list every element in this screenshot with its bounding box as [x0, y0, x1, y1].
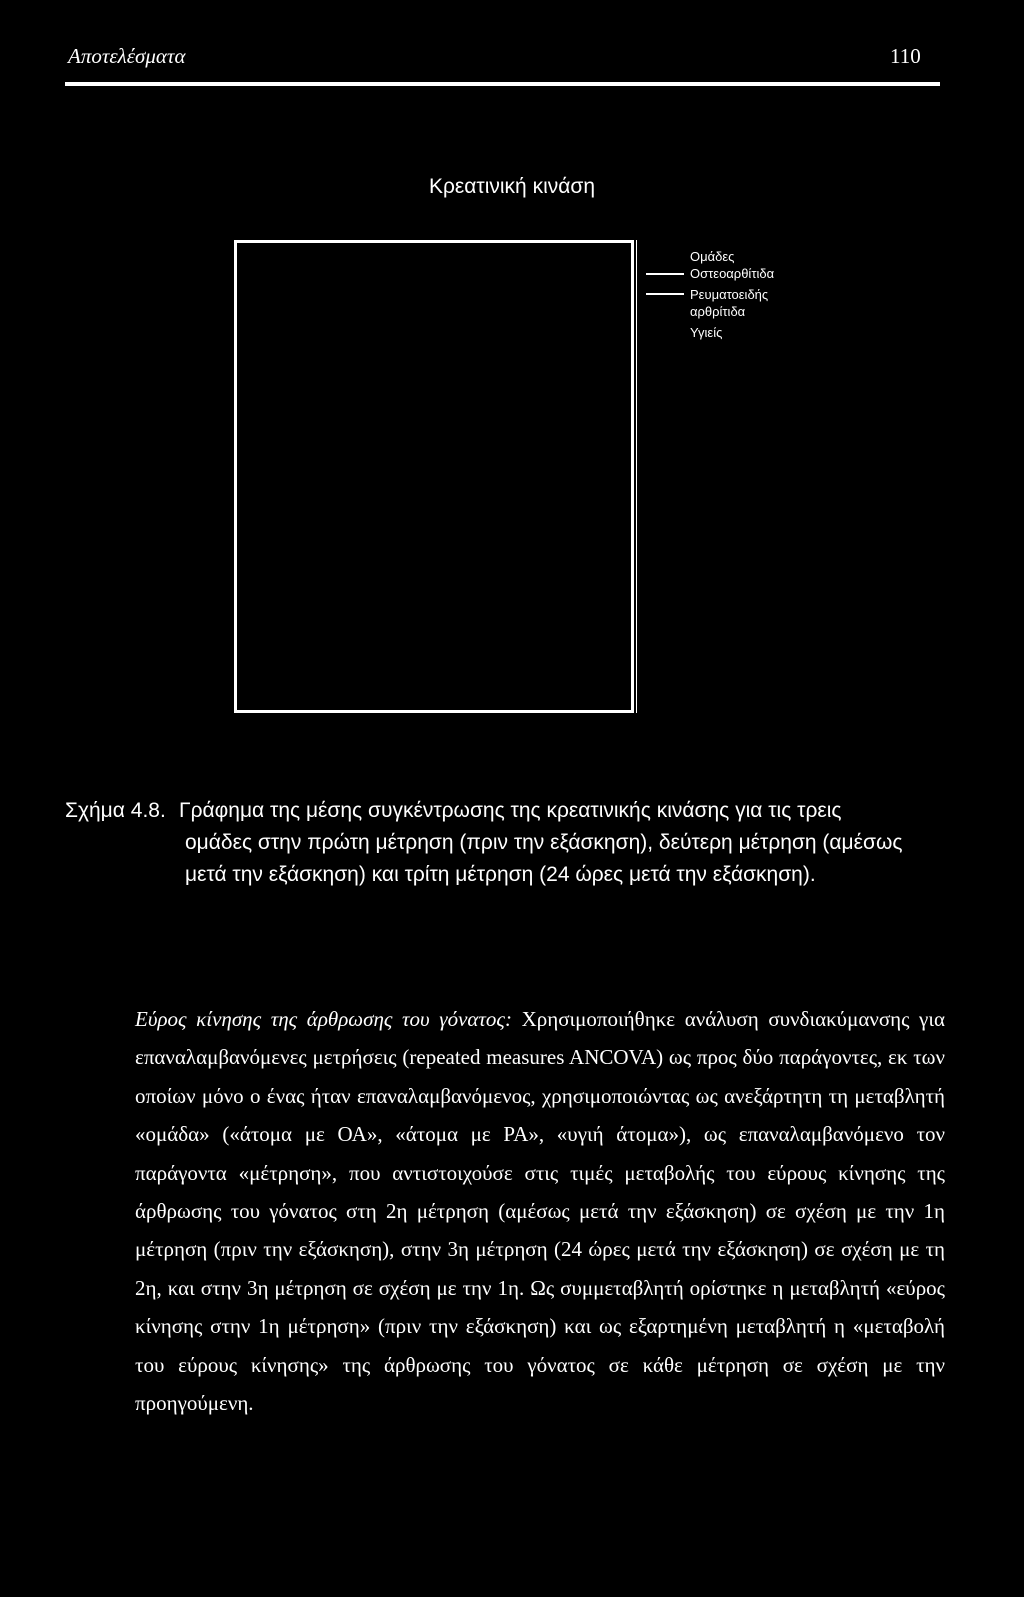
- caption-line-3: μετά την εξάσκηση) και τρίτη μέτρηση (24 ώρες μετά την εξάσκηση).: [185, 863, 816, 886]
- legend-swatch-ra: [646, 293, 684, 295]
- page-number: 110: [890, 44, 921, 68]
- legend-item-ra: [646, 286, 774, 303]
- legend-swatch-oa: [646, 273, 684, 275]
- figure-title: Κρεατινική κινάση: [428, 175, 596, 198]
- legend-label-ra-1: Ρευματοειδής: [690, 287, 769, 302]
- plot-area: [234, 240, 634, 713]
- caption-line-1: [65, 795, 945, 827]
- legend-title: Ομάδες: [690, 249, 735, 264]
- paragraph-text: Χρησιμοποιήθηκε ανάλυση συνδιακύμανσης για επαναλαμβανόμενες μετρήσεις (repeated measures ANCOVA) ως προς δύο παράγοντες, εκ των οποίων μόνο ο ένας ήταν επαναλαμβανόμενος, χρησιμοποιώντας ως ανεξάρτητη τη μεταβλητή «ομάδα» («άτομα με ΟΑ», «άτομα με ΡΑ», «υγιή άτομα»), ως επαναλαμβανόμενο τον παράγοντα «μέτρηση», που αντιστοιχούσε στις τιμές μεταβολής του εύρους κίνησης της άρθρωσης του γόνατος στη 2η μέτρηση (αμέσως μετά την εξάσκηση) σε σχέση με την 1η μέτρηση (πριν την εξάσκηση), στην 3η μέτρηση (24 ώρες μετά την εξάσκηση) σε σχέση με τη 2η, και στην 3η μέτρηση σε σχέση με την 1η. Ως συμμεταβλητή ορίστηκε η μεταβλητή «εύρος κίνησης στην 1η μέτρηση» (πριν την εξάσκηση) και ως εξαρτημένη μεταβλητή η «μεταβολή του εύρους κίνησης» της άρθρωσης του γόνατος σε κάθε μέτρηση σε σχέση με την προηγούμενη.: [135, 1007, 945, 1416]
- header-rule: [65, 82, 940, 86]
- legend-label-ra-2: αρθρίτιδα: [690, 304, 746, 319]
- legend-label-oa: Οστεοαρθίτιδα: [690, 266, 775, 281]
- section-heading: Εύρος κίνησης της άρθρωσης του γόνατος:: [135, 1007, 512, 1031]
- legend-item-healthy: [646, 324, 774, 341]
- legend-label-healthy: Υγιείς: [690, 325, 723, 340]
- legend-title-row: [646, 248, 774, 265]
- body-paragraph: [65, 1000, 945, 1422]
- legend: [646, 248, 774, 341]
- paragraph-block: [65, 1000, 945, 1422]
- caption-text-1: Γράφημα της μέσης συγκέντρωσης της κρεατινικής κινάσης για τις τρεις: [179, 799, 842, 822]
- caption-number: Σχήμα 4.8.: [65, 799, 166, 822]
- caption-line-2: ομάδες στην πρώτη μέτρηση (πριν την εξάσκηση), δεύτερη μέτρηση (αμέσως: [185, 831, 903, 854]
- plot-divider: [636, 240, 637, 713]
- running-header-title: Αποτελέσματα: [68, 44, 186, 68]
- figure-caption: [65, 795, 945, 891]
- legend-item-oa: [646, 265, 774, 282]
- legend-item-ra-cont: [646, 303, 774, 320]
